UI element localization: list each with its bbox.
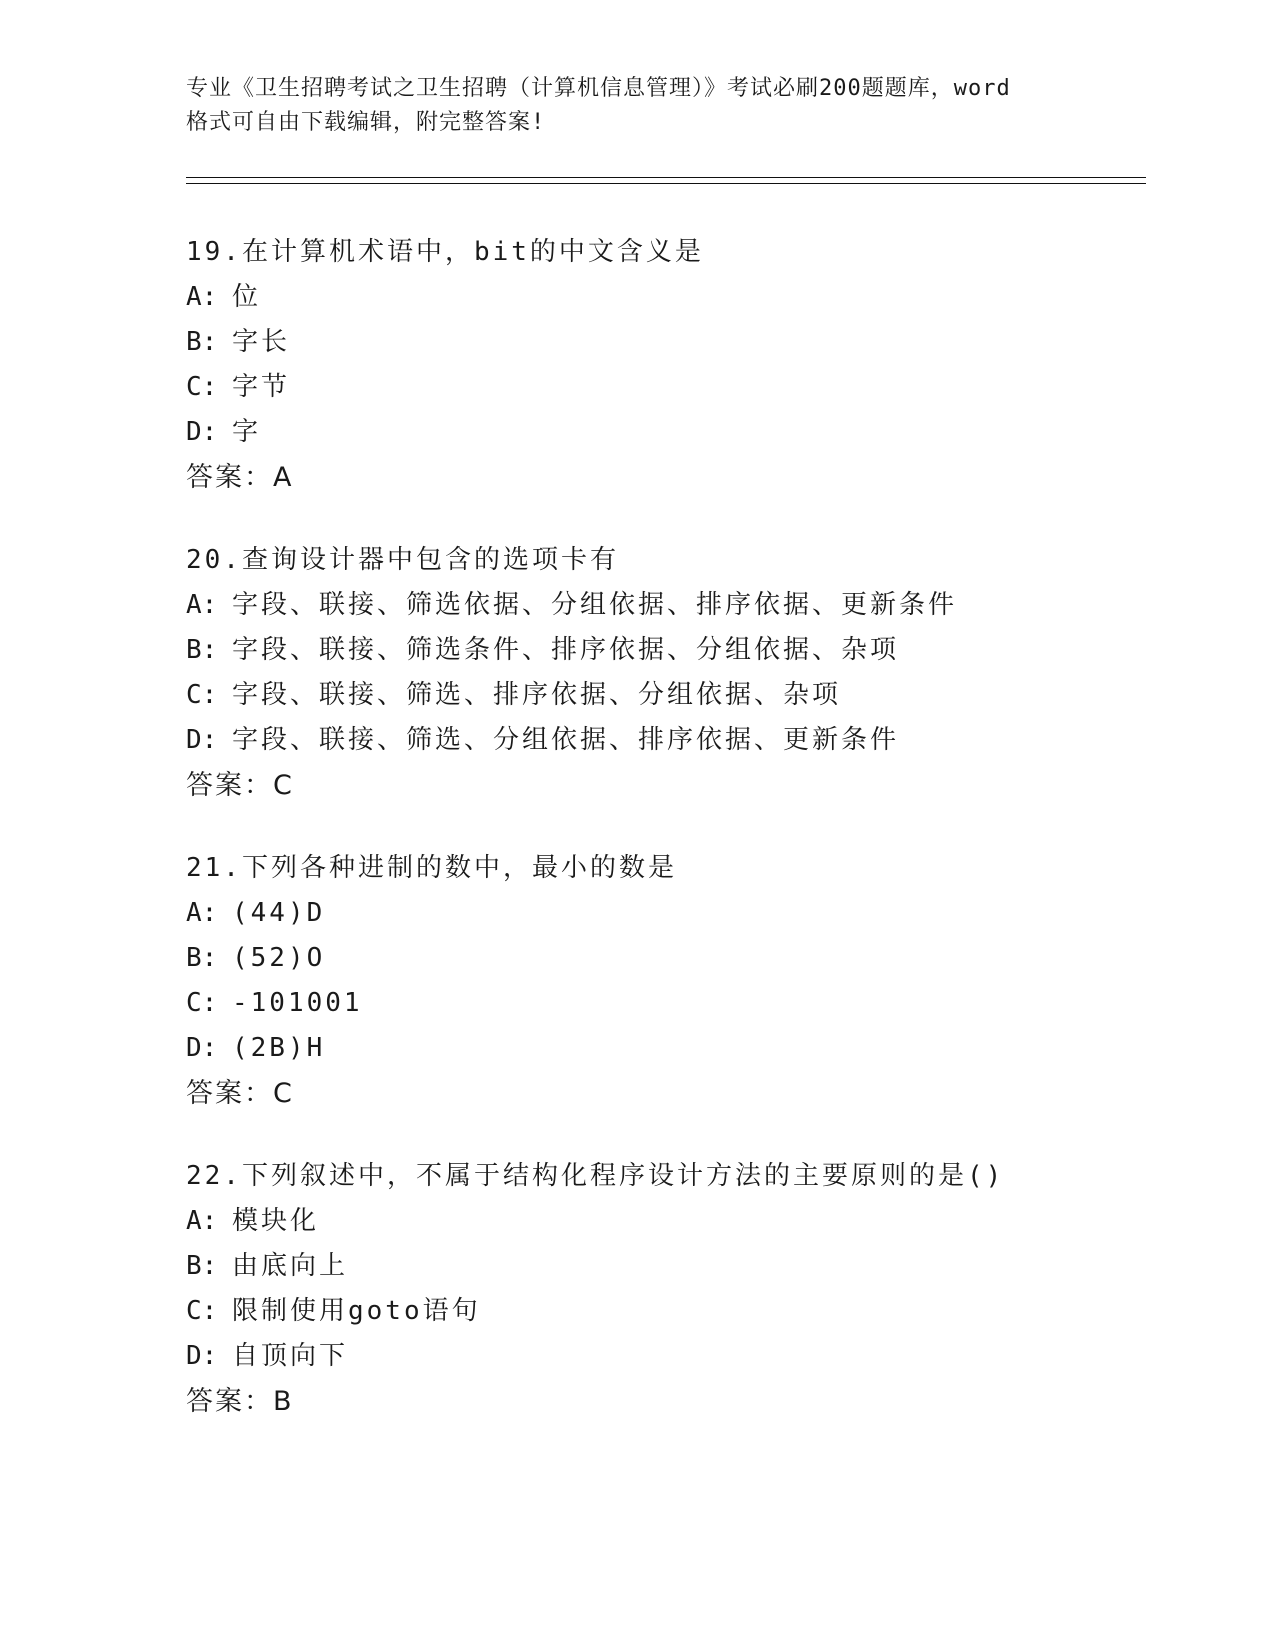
option-label: A: (186, 282, 218, 312)
option-label: A: (186, 898, 218, 928)
option-label: B: (186, 943, 218, 973)
option-text: 字节 (232, 372, 291, 402)
option-label: C: (186, 1296, 218, 1326)
header-line-1: 专业《卫生招聘考试之卫生招聘（计算机信息管理）》考试必刷200题题库，word (186, 76, 1011, 101)
question-22 (186, 1154, 1146, 1424)
option-d (186, 1026, 1146, 1071)
option-b (186, 628, 1146, 673)
option-text: 自顶向下 (232, 1341, 349, 1371)
option-d (186, 1334, 1146, 1379)
option-text: -101001 (232, 988, 363, 1018)
option-text: 字 (232, 417, 262, 447)
answer-line: 答案：A (186, 462, 294, 493)
answer-line: 答案：C (186, 1078, 294, 1109)
option-text: 由底向上 (232, 1251, 349, 1281)
option-text: 字段、联接、筛选条件、排序依据、分组依据、杂项 (232, 635, 900, 665)
option-a (186, 1199, 1146, 1244)
question-21 (186, 846, 1146, 1116)
option-c (186, 365, 1146, 410)
question-19 (186, 230, 1146, 500)
option-d (186, 410, 1146, 455)
answer-line: 答案：B (186, 1386, 294, 1417)
option-label: C: (186, 988, 218, 1018)
option-text: (52)O (232, 943, 326, 973)
option-text: 字段、联接、筛选、分组依据、排序依据、更新条件 (232, 725, 900, 755)
question-stem: 20.查询设计器中包含的选项卡有 (186, 545, 619, 575)
option-label: A: (186, 590, 218, 620)
option-text: 字长 (232, 327, 291, 357)
option-label: B: (186, 635, 218, 665)
header-line-2: 格式可自由下载编辑，附完整答案! (186, 110, 546, 135)
question-20 (186, 538, 1146, 808)
option-label: B: (186, 327, 218, 357)
option-a (186, 891, 1146, 936)
option-text: (2B)H (232, 1033, 326, 1063)
option-label: D: (186, 417, 218, 447)
option-a (186, 583, 1146, 628)
option-label: C: (186, 372, 218, 402)
option-b (186, 936, 1146, 981)
header-divider-bottom (186, 183, 1146, 184)
option-b (186, 1244, 1146, 1289)
option-b (186, 320, 1146, 365)
option-label: D: (186, 725, 218, 755)
option-label: D: (186, 1341, 218, 1371)
option-text: 限制使用goto语句 (232, 1296, 481, 1326)
option-text: (44)D (232, 898, 326, 928)
option-label: D: (186, 1033, 218, 1063)
question-stem: 22.下列叙述中，不属于结构化程序设计方法的主要原则的是() (186, 1161, 1005, 1191)
option-label: C: (186, 680, 218, 710)
option-text: 位 (232, 282, 262, 312)
option-text: 字段、联接、筛选依据、分组依据、排序依据、更新条件 (232, 590, 958, 620)
answer-line: 答案：C (186, 770, 294, 801)
option-d (186, 718, 1146, 763)
option-label: B: (186, 1251, 218, 1281)
document-header (186, 72, 1086, 140)
option-label: A: (186, 1206, 218, 1236)
option-c (186, 981, 1146, 1026)
header-divider-top (186, 177, 1146, 178)
option-text: 模块化 (232, 1206, 320, 1236)
question-stem: 19.在计算机术语中，bit的中文含义是 (186, 237, 704, 267)
question-stem: 21.下列各种进制的数中，最小的数是 (186, 853, 677, 883)
option-c (186, 673, 1146, 718)
option-text: 字段、联接、筛选、排序依据、分组依据、杂项 (232, 680, 842, 710)
option-a (186, 275, 1146, 320)
option-c (186, 1289, 1146, 1334)
